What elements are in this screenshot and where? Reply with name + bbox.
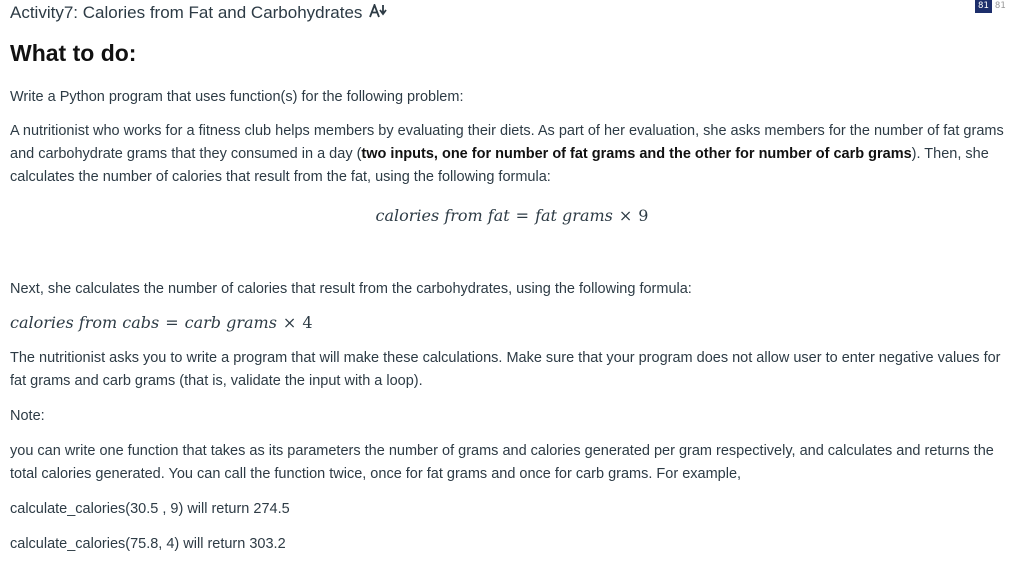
intro-paragraph: Write a Python program that uses function(s) for the following problem: bbox=[10, 89, 464, 105]
activity-title-row bbox=[10, 3, 387, 23]
score-badge-right: 81 bbox=[994, 1, 1006, 11]
formula-fat-rhs: fat grams bbox=[535, 206, 613, 225]
formula-fat bbox=[10, 206, 1014, 225]
problem-text-after: ). Then, she calculates the number of calories that result from the fat, using the following formula: bbox=[10, 146, 989, 185]
next-paragraph: Next, she calculates the number of calories that result from the carbohydrates, using the following formula: bbox=[10, 281, 692, 297]
problem-bold-text: two inputs, one for number of fat grams and the other for number of carb grams bbox=[361, 146, 912, 162]
example-line-2: calculate_calories(75.8, 4) will return 303.2 bbox=[10, 536, 286, 552]
problem-text-before: A nutritionist who works for a fitness club helps members by evaluating their diets. As part of her evaluation, she asks members for the number of fat grams and carbohydrate grams that they consumed in a day ( bbox=[10, 123, 1004, 162]
formula-fat-factor: 9 bbox=[638, 206, 649, 225]
formula-carb-mul: × bbox=[282, 313, 297, 332]
activity-title: Activity7: Calories from Fat and Carbohydrates bbox=[10, 3, 363, 22]
accessibility-icon[interactable] bbox=[369, 3, 387, 23]
note-label: Note: bbox=[10, 408, 45, 424]
formula-carb bbox=[10, 313, 313, 332]
formula-carb-factor: 4 bbox=[302, 313, 313, 332]
requirement-paragraph: The nutritionist asks you to write a program that will make these calculations. Make sure that your program does not allow user to enter negative values for fat grams and carb grams (that is, validate the input with a loop). bbox=[10, 350, 1001, 389]
score-badge bbox=[975, 0, 1009, 13]
formula-carb-rhs: carb grams bbox=[184, 313, 277, 332]
note-paragraph: you can write one function that takes as its parameters the number of grams and calories generated per gram respectively, and calculates and returns the total calories generated. You can call the function twice, once for fat grams and once for carb grams. For example, bbox=[10, 443, 994, 482]
formula-fat-lhs: calories from fat bbox=[375, 206, 510, 225]
formula-fat-eq: = bbox=[515, 206, 530, 225]
problem-paragraph bbox=[10, 120, 1005, 189]
formula-fat-mul: × bbox=[618, 206, 633, 225]
example-line-1: calculate_calories(30.5 , 9) will return 274.5 bbox=[10, 501, 290, 517]
score-badge-left: 81 bbox=[975, 0, 992, 13]
formula-carb-lhs: calories from cabs bbox=[10, 313, 160, 332]
section-heading: What to do: bbox=[10, 40, 137, 66]
formula-carb-eq: = bbox=[165, 313, 179, 332]
